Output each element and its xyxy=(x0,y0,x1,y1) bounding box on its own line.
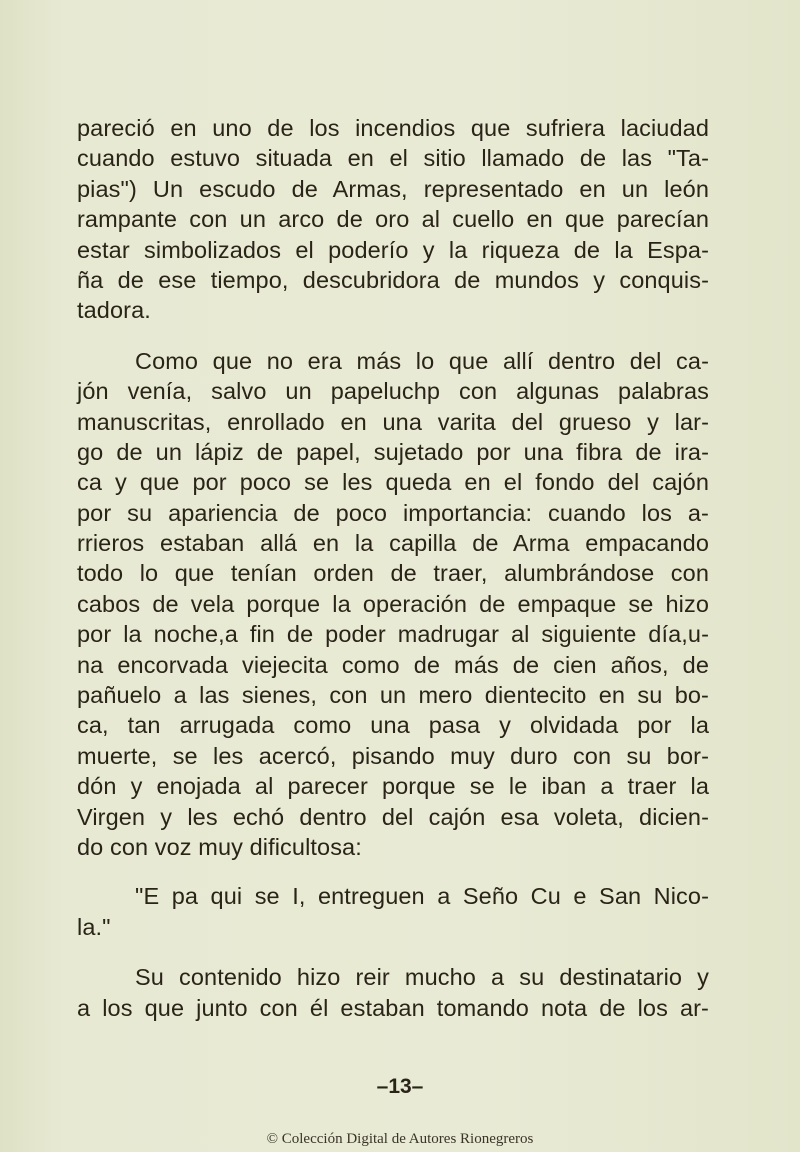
text-line: a los que junto con él estaban tomando nota de los ar- xyxy=(77,994,709,1021)
paragraph xyxy=(77,113,709,326)
text-line: na encorvada viejecita como de más de cien años, de xyxy=(77,651,709,678)
text-line: la." xyxy=(77,913,111,940)
text-line: dón y enojada al parecer porque se le iban a traer la xyxy=(77,773,709,800)
text-line: pañuelo a las sienes, con un mero dientecito en su bo- xyxy=(77,682,709,709)
text-line: ña de ese tiempo, descubridora de mundos y conquis- xyxy=(77,266,709,293)
text-line: muerte, se les acercó, pisando muy duro con su bor- xyxy=(77,742,709,769)
text-line: do con voz muy dificultosa: xyxy=(77,833,362,860)
body-text xyxy=(77,113,709,1023)
text-line: por la noche,a fin de poder madrugar al siguiente día,u- xyxy=(77,621,709,648)
paragraph xyxy=(77,346,709,863)
paragraph xyxy=(77,881,709,942)
text-line: go de un lápiz de papel, sujetado por una fibra de ira- xyxy=(77,438,709,465)
text-line: jón venía, salvo un papeluchp con algunas palabras xyxy=(77,378,709,405)
text-line: rrieros estaban allá en la capilla de Arma empacando xyxy=(77,530,709,557)
text-line: "E pa qui se I, entreguen a Seño Cu e San Nico- xyxy=(135,883,709,910)
text-line: cabos de vela porque la operación de empaque se hizo xyxy=(77,590,709,617)
text-line: Su contenido hizo reir mucho a su destinatario y xyxy=(135,964,709,991)
text-line: estar simbolizados el poderío y la riqueza de la Espa- xyxy=(77,236,709,263)
text-line: ca, tan arrugada como una pasa y olvidada por la xyxy=(77,712,709,739)
text-line: Virgen y les echó dentro del cajón esa voleta, dicien- xyxy=(77,803,709,830)
text-line: cuando estuvo situada en el sitio llamado de las "Ta- xyxy=(77,145,709,172)
paragraph-spacer xyxy=(77,326,709,346)
paragraph xyxy=(77,962,709,1023)
text-line: Como que no era más lo que allí dentro del ca- xyxy=(135,347,709,374)
text-line: rampante con un arco de oro al cuello en que parecían xyxy=(77,206,709,233)
text-line: manuscritas, enrollado en una varita del grueso y lar- xyxy=(77,408,709,435)
text-line: pareció en uno de los incendios que sufriera laciudad xyxy=(77,115,709,141)
text-line: pias") Un escudo de Armas, representado en un león xyxy=(77,175,709,202)
text-line: ca y que por poco se les queda en el fondo del cajón xyxy=(77,469,709,496)
paragraph-spacer xyxy=(77,942,709,962)
footer-credit: © Colección Digital de Autores Rionegreros xyxy=(266,1131,534,1147)
text-line: todo lo que tenían orden de traer, alumbrándose con xyxy=(77,560,709,587)
text-line: tadora. xyxy=(77,297,151,324)
text-line: por su apariencia de poco importancia: cuando los a- xyxy=(77,499,709,526)
paragraph-spacer xyxy=(77,862,709,881)
page-number: –13– xyxy=(376,1075,424,1098)
